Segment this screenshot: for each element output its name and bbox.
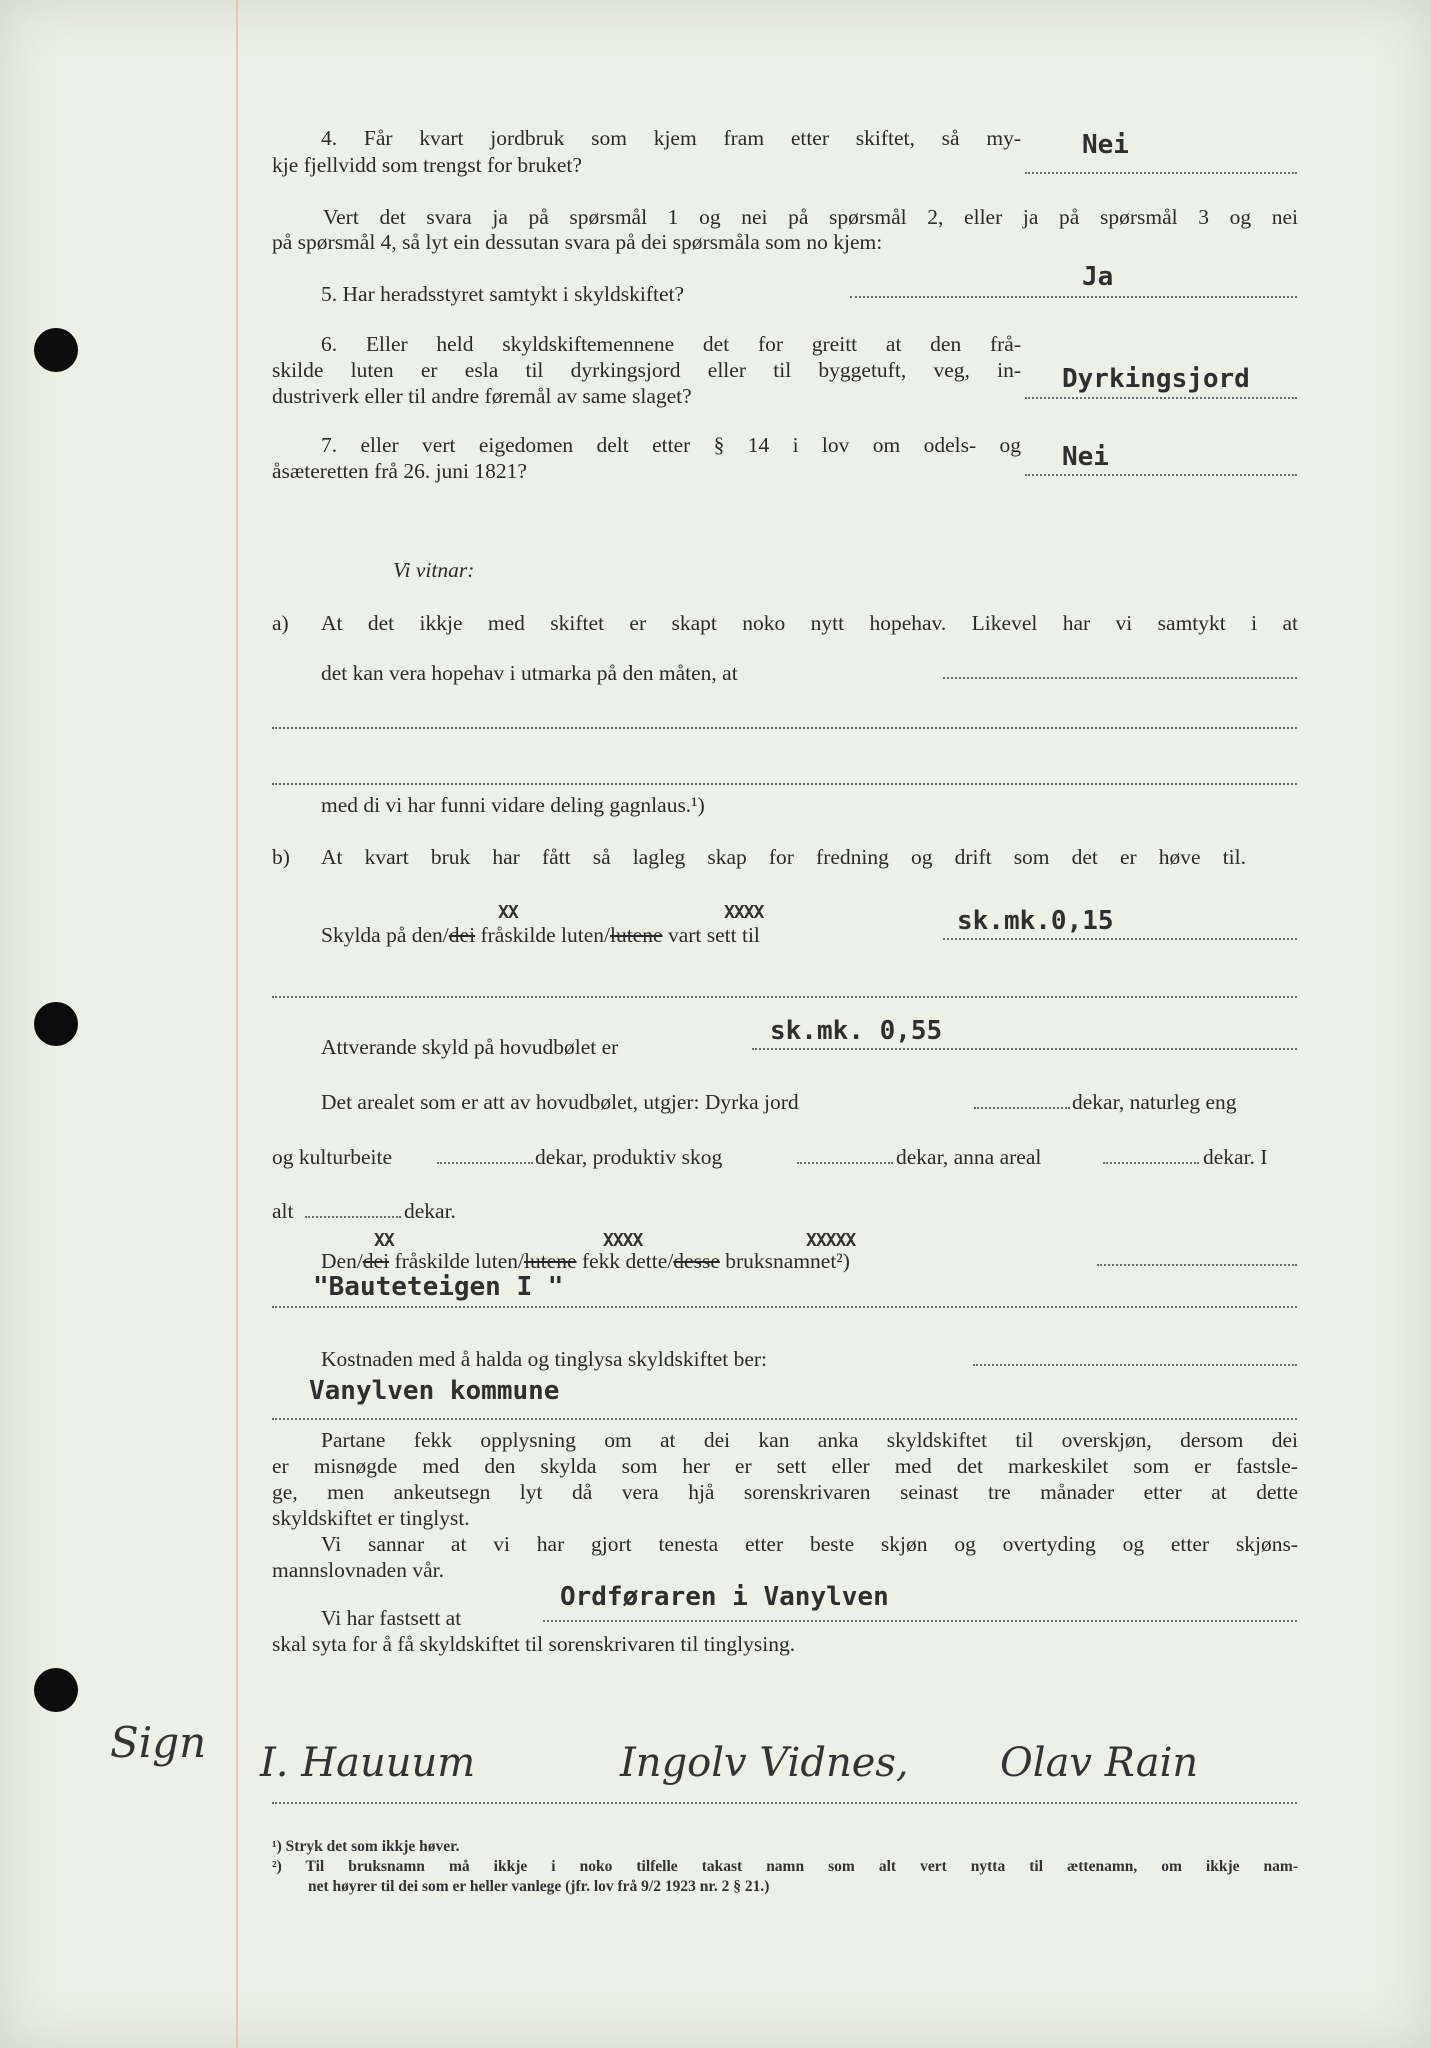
skylda-luten-strike: lutene <box>610 923 663 947</box>
blank-line <box>272 727 1297 729</box>
q7-answer: Nei <box>1062 442 1109 472</box>
skylda-value: sk.mk.0,15 <box>957 906 1114 936</box>
fastsett-value: Ordføraren i Vanylven <box>560 1582 889 1612</box>
areal-line3a: alt <box>272 1199 294 1223</box>
blank-line <box>272 783 1297 785</box>
areal-alt-fill <box>305 1216 401 1218</box>
fastsett-prefix: Vi har fastsett at <box>321 1606 462 1630</box>
areal-line1b: dekar, naturleg eng <box>1072 1090 1237 1114</box>
q4-answer-line <box>1025 172 1297 174</box>
signature-3: Olav Rain <box>1000 1740 1199 1786</box>
sannar-line2: mannslovnaden vår. <box>272 1558 444 1582</box>
punch-hole <box>34 1002 78 1046</box>
areal-line1a: Det arealet som er att av hovudbølet, utgjer: Dyrka jord <box>321 1090 799 1114</box>
b-label: b) <box>272 845 290 869</box>
a-line2-fill <box>943 677 1297 679</box>
areal-dyrka-fill <box>974 1107 1070 1109</box>
footnote-2-line2: net høyrer til dei som er heller vanlege (jfr. lov frå 9/2 1923 nr. 2 § 21.) <box>308 1878 770 1895</box>
q4-answer: Nei <box>1082 130 1129 160</box>
attverande-text: Attverande skyld på hovudbølet er <box>321 1035 619 1059</box>
a-line3: med di vi har funni vidare deling gagnlaus.¹) <box>321 793 705 817</box>
bruksnamn-desse-x: XXXXX <box>806 1230 856 1251</box>
fastsett-value-line <box>543 1620 1297 1622</box>
b-line1: At kvart bruk har fått så lagleg skap for fredning og drift som det er høve til. <box>321 845 1246 869</box>
footnote-1: ¹) Stryk det som ikkje høver. <box>272 1838 460 1855</box>
kostnad-fill <box>973 1364 1297 1366</box>
skylda-den-strike: dei <box>448 923 476 947</box>
bruksnamn-dette: dette <box>625 1249 668 1273</box>
kostnad-value-line <box>272 1418 1297 1420</box>
bruksnamn-den-x: XX <box>374 1230 394 1251</box>
attverande-value-line <box>752 1048 1297 1050</box>
a-label: a) <box>272 611 289 635</box>
q4-line1: 4. Får kvart jordbruk som kjem fram etter skiftet, så my- <box>321 126 1021 150</box>
areal-anna-fill <box>1103 1162 1199 1164</box>
q6-answer-line <box>1025 397 1297 399</box>
skylda-luten-x: XXXX <box>724 902 764 923</box>
partane-line4: skyldskiftet er tinglyst. <box>272 1506 470 1530</box>
bruksnamn-den-strike: dei <box>362 1249 390 1273</box>
bruksnamn-slash: / <box>667 1249 674 1273</box>
intro-line2: på spørsmål 4, så lyt ein dessutan svara på dei spørsmåla som no kjem: <box>272 230 883 254</box>
bruksnamn-middle: fråskilde luten/ <box>389 1249 525 1273</box>
q6-answer: Dyrkingsjord <box>1062 364 1250 394</box>
skylda-middle: fråskilde luten/ <box>475 923 611 947</box>
areal-kultur-fill <box>437 1162 533 1164</box>
fastsett-line2: skal syta for å få skyldskiftet til sorenskrivaren til tinglysing. <box>272 1632 796 1656</box>
q5-answer-line <box>850 296 1297 298</box>
areal-line2a: og kulturbeite <box>272 1145 393 1169</box>
skylda-value-line <box>943 938 1297 940</box>
footnote-2-line1: ²) Til bruksnamn må ikkje i noko tilfelle takast namn som alt vert nytta til ættenamn, om ikkje nam- <box>272 1858 1298 1875</box>
partane-line3: ge, men ankeutsegn lyt då vera hjå sorenskrivaren seinast tre månader etter at dette <box>272 1480 1298 1504</box>
q7-line1: 7. eller vert eigedomen delt etter § 14 i lov om odels- og <box>321 433 1021 457</box>
q6-line1: 6. Eller held skyldskiftemennene det for greitt at den frå- <box>321 332 1021 356</box>
sannar-line1: Vi sannar at vi har gjort tenesta etter beste skjøn og overtyding og etter skjøns- <box>321 1532 1298 1556</box>
areal-line3b: dekar. <box>404 1199 456 1223</box>
areal-skog-fill <box>797 1162 893 1164</box>
q7-answer-line <box>1025 474 1297 476</box>
areal-line2c: dekar, anna areal <box>896 1145 1042 1169</box>
bruksnamn-luten-strike: lutene <box>524 1249 577 1273</box>
partane-line1: Partane fekk opplysning om at dei kan anka skyldskiftet til overskjøn, dersom dei <box>321 1428 1298 1452</box>
skylda-suffix: vart sett til <box>662 923 760 947</box>
bruksnamn-luten-x: XXXX <box>603 1230 643 1251</box>
vitnar-heading: Vi vitnar: <box>393 558 475 582</box>
q4-line2: kje fjellvidd som trengst for bruket? <box>272 153 582 177</box>
q6-line3: dustriverk eller til andre føremål av same slaget? <box>272 384 692 408</box>
bruksnamn-line <box>321 1248 850 1274</box>
intro-line1: Vert det svara ja på spørsmål 1 og nei på spørsmål 2, eller ja på spørsmål 3 og nei <box>323 205 1298 229</box>
signature-1: I. Hauuum <box>260 1740 476 1786</box>
signature-2: Ingolv Vidnes, <box>620 1740 909 1786</box>
kostnad-value: Vanylven kommune <box>309 1376 560 1406</box>
areal-line2b: dekar, produktiv skog <box>535 1145 723 1169</box>
areal-line2d: dekar. I <box>1203 1145 1268 1169</box>
bruksnamn-value-line <box>272 1306 1297 1308</box>
bruksnamn-value: "Bauteteigen I " <box>313 1272 564 1302</box>
bruksnamn-fill <box>1097 1264 1297 1266</box>
q7-line2: åsæteretten frå 26. juni 1821? <box>272 459 527 483</box>
skylda-prefix: Skylda på den/ <box>321 923 449 947</box>
kostnad-text: Kostnaden med å halda og tinglysa skyldskiftet ber: <box>321 1347 768 1371</box>
signature-sign: Sign <box>110 1718 207 1767</box>
bruksnamn-prefix: Den/ <box>321 1249 363 1273</box>
skylda-den-x: XX <box>498 902 518 923</box>
q5-answer: Ja <box>1082 262 1114 292</box>
signature-line <box>272 1802 1297 1804</box>
q6-line2: skilde luten er esla til dyrkingsjord eller til byggetuft, veg, in- <box>272 358 1021 382</box>
a-line1: At det ikkje med skiftet er skapt noko nytt hopehav. Likevel har vi samtykt i at <box>321 611 1298 635</box>
punch-hole <box>34 1668 78 1712</box>
q5-text: 5. Har heradsstyret samtykt i skyldskiftet? <box>321 282 685 306</box>
partane-line2: er misnøgde med den skylda som her er sett eller med det markeskilet som er fastsle- <box>272 1454 1298 1478</box>
attverande-value: sk.mk. 0,55 <box>770 1016 943 1046</box>
margin-rule <box>236 0 238 2048</box>
skylda-line <box>321 922 760 948</box>
blank-line <box>272 996 1297 998</box>
bruksnamn-suffix: bruksnamnet²) <box>719 1249 850 1273</box>
punch-hole <box>34 328 78 372</box>
bruksnamn-desse-strike: desse <box>673 1249 720 1273</box>
a-line2: det kan vera hopehav i utmarka på den måten, at <box>321 661 738 685</box>
bruksnamn-fekk: fekk <box>576 1249 626 1273</box>
